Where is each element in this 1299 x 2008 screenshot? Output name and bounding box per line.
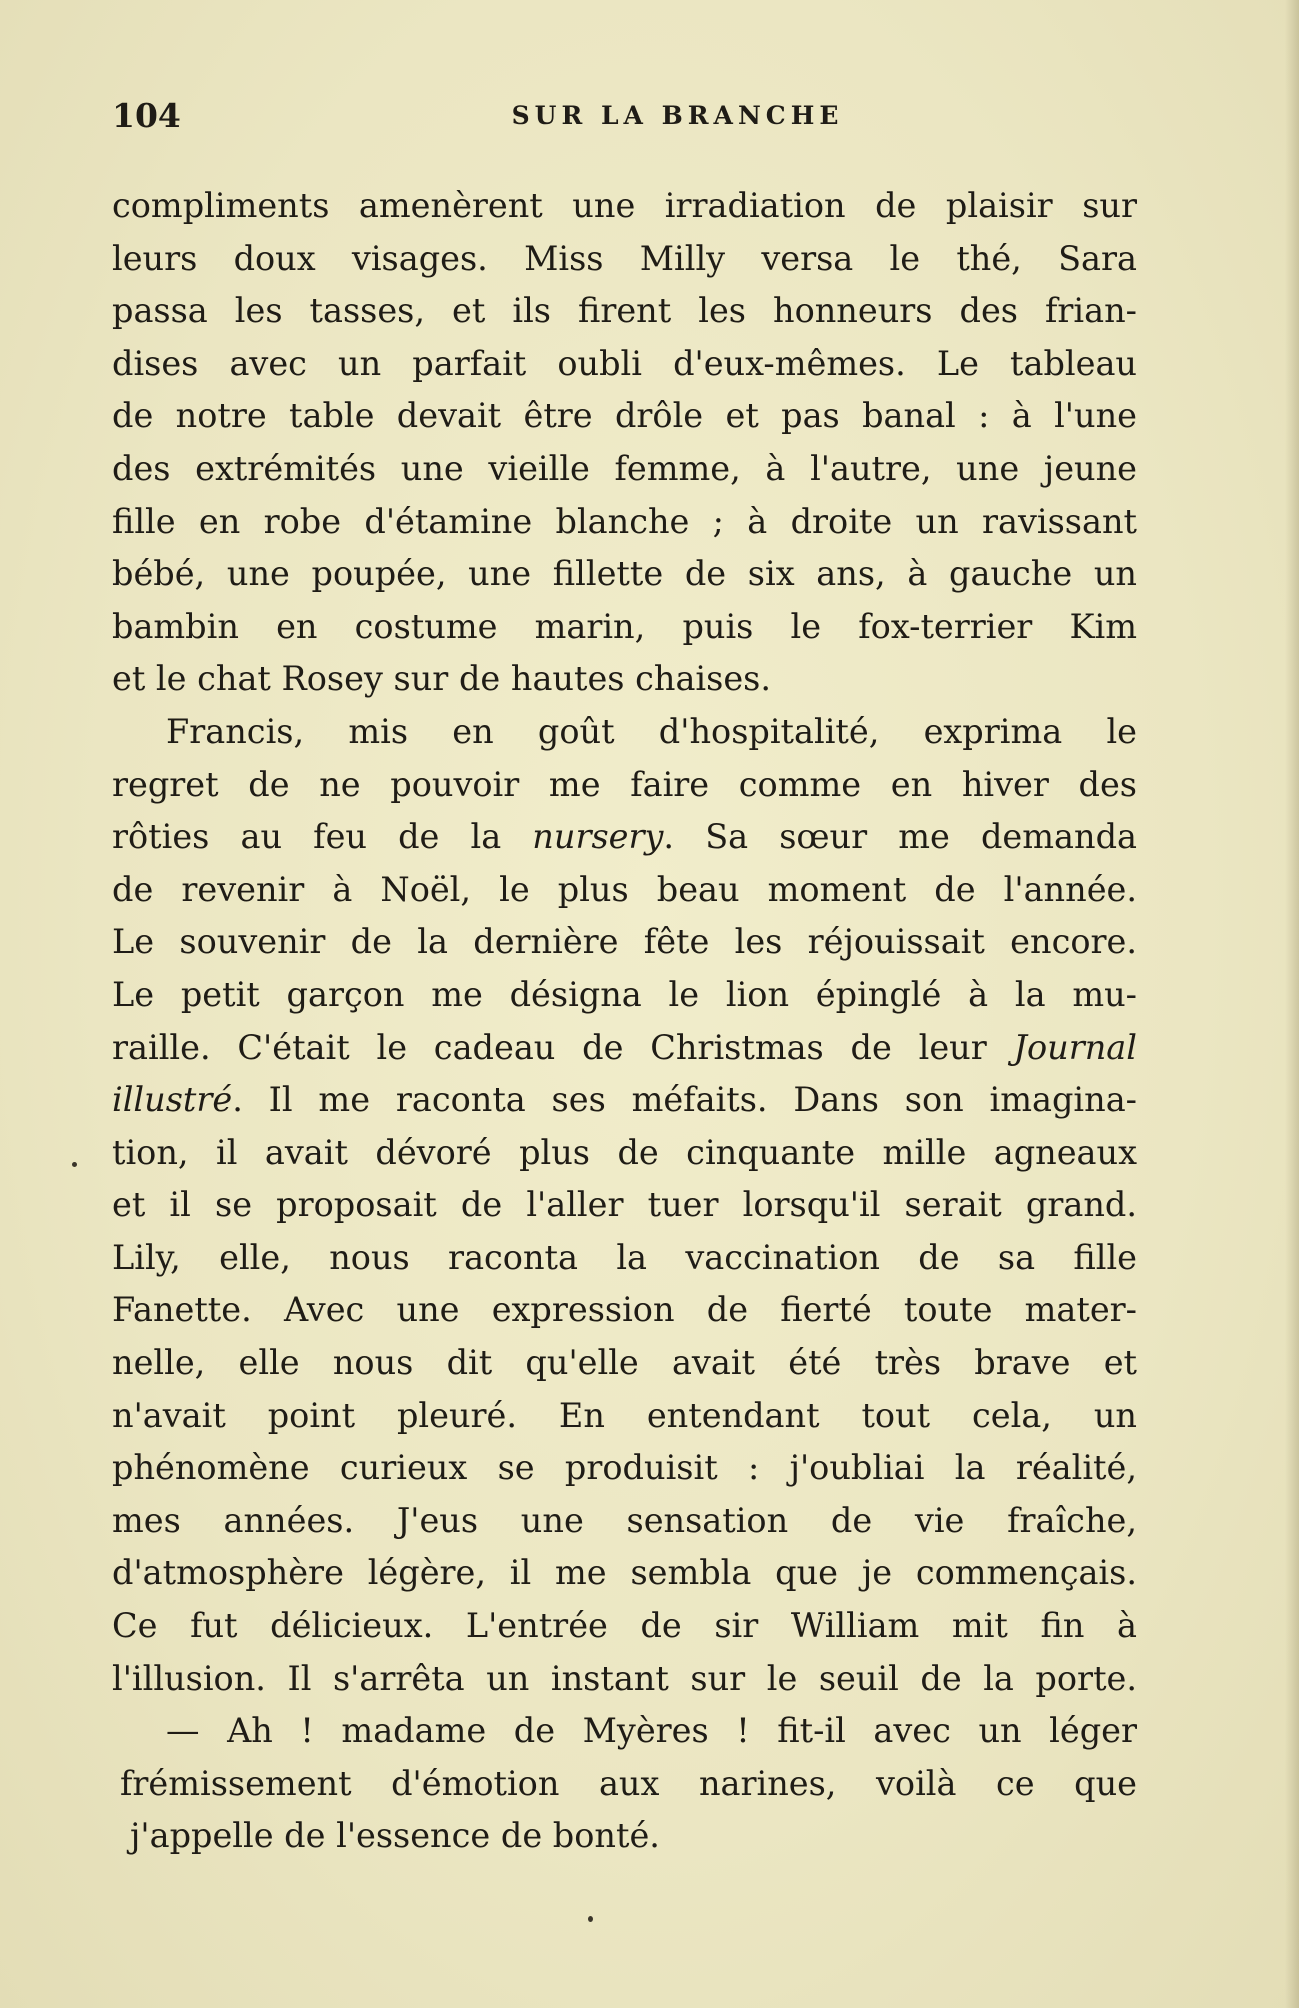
text-line: et il se proposait de l'aller tuer lorsqu'il serait grand. [112, 1185, 1137, 1225]
text-line: nelle, elle nous dit qu'elle avait été très brave et [112, 1343, 1137, 1383]
text-line: Francis, mis en goût d'hospitalité, exprima le [166, 711, 1137, 751]
text-line: leurs doux visages. Miss Milly versa le thé, Sara [112, 238, 1137, 278]
text-line: j'appelle de l'essence de bonté. [130, 1816, 660, 1856]
page-edge-shadow [1285, 0, 1299, 2008]
text-line: Fanette. Avec une expression de fierté toute mater- [112, 1290, 1137, 1330]
running-head: SUR LA BRANCHE [511, 101, 844, 130]
text-line-mixed [112, 811, 1137, 864]
text-line: bambin en costume marin, puis le fox-terrier Kim [112, 606, 1137, 646]
text-line: regret de ne pouvoir me faire comme en hiver des [112, 764, 1137, 804]
page-number: 104 [112, 96, 181, 135]
text-line: compliments amenèrent une irradiation de plaisir sur [112, 186, 1137, 225]
text-line: phénomène curieux se produisit : j'oubliai la réalité, [112, 1448, 1137, 1488]
text-line: et le chat Rosey sur de hautes chaises. [112, 659, 772, 699]
paper-speck [72, 1162, 77, 1167]
text-line: tion, il avait dévoré plus de cinquante mille agneaux [112, 1132, 1137, 1172]
text-line: de notre table devait être drôle et pas banal : à l'une [112, 396, 1137, 436]
text-line: de revenir à Noël, le plus beau moment de l'année. [112, 869, 1137, 909]
text-line: Le souvenir de la dernière fête les réjouissait encore. [112, 922, 1137, 962]
text-segment: rôties au feu de la [112, 817, 533, 857]
text-line: mes années. J'eus une sensation de vie fraîche, [112, 1500, 1137, 1540]
italic-word: illustré [112, 1080, 233, 1120]
italic-word: nursery [532, 817, 664, 857]
text-line: n'avait point pleuré. En entendant tout cela, un [112, 1395, 1137, 1435]
text-line: — Ah ! madame de Myères ! fit-il avec un léger [166, 1711, 1137, 1751]
body-text [112, 180, 1137, 1863]
text-segment: raille. C'était le cadeau de Christmas de leur [112, 1027, 1014, 1067]
text-line: des extrémités une vieille femme, à l'autre, une jeune [112, 448, 1137, 488]
text-line: Lily, elle, nous raconta la vaccination de sa fille [112, 1237, 1137, 1277]
text-line: Ce fut délicieux. L'entrée de sir William mit fin à [112, 1606, 1137, 1646]
text-line: Le petit garçon me désigna le lion épinglé à la mu- [112, 974, 1137, 1014]
paper-speck [588, 1916, 593, 1922]
text-line: l'illusion. Il s'arrêta un instant sur le seuil de la porte. [112, 1658, 1137, 1698]
text-segment: . Il me raconta ses méfaits. Dans son imagina- [232, 1080, 1137, 1120]
italic-word: Journal [1013, 1027, 1137, 1067]
text-line: fille en robe d'étamine blanche ; à droite un ravissant [112, 501, 1137, 541]
text-line: d'atmosphère légère, il me sembla que je commençais. [112, 1553, 1137, 1593]
text-line-mixed [112, 1022, 1137, 1075]
text-line: dises avec un parfait oubli d'eux-mêmes. Le tableau [112, 343, 1137, 383]
text-segment: . Sa sœur me demanda [663, 817, 1137, 857]
text-line-mixed [112, 1074, 1137, 1127]
page-header [112, 96, 1217, 136]
text-line: passa les tasses, et ils firent les honneurs des frian- [112, 291, 1137, 331]
text-line: bébé, une poupée, une fillette de six ans, à gauche un [112, 554, 1137, 594]
text-line: frémissement d'émotion aux narines, voilà ce que [120, 1763, 1137, 1803]
